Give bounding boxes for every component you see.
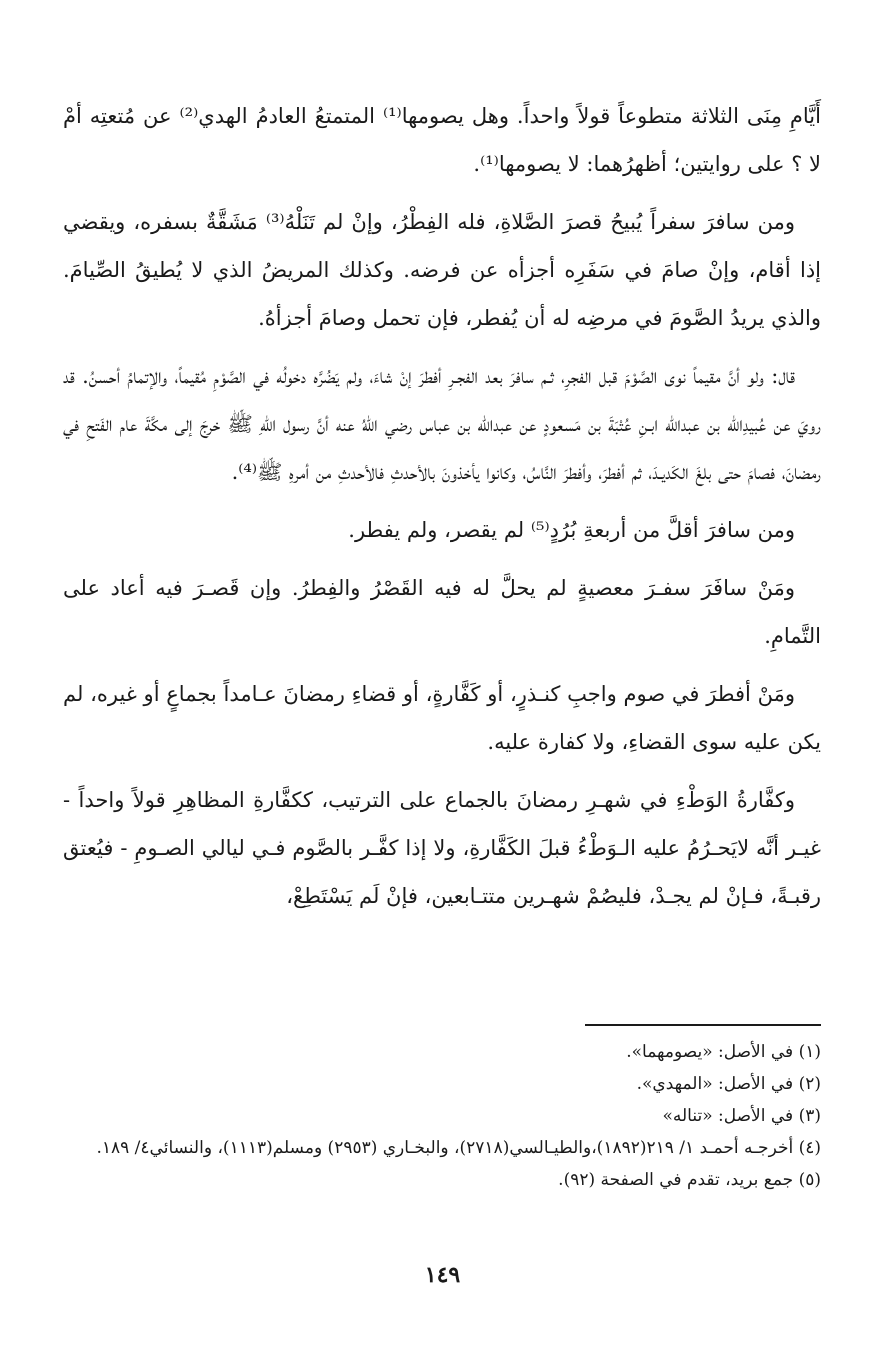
footnote-5: (٥) جمع بريد، تقدم في الصفحة (٩٢). [558, 1170, 821, 1190]
page-number: ١٤٩ [424, 1262, 461, 1288]
paragraph-7: وكفَّارةُ الوَطْءِ في شهـرِ رمضانَ بالجماع على الترتيب، ككفَّارةِ المظاهِرِ قولاً واحداً - غيـر أنَّه لايَحـرُمُ عليه الـوَطْءُ قبلَ الكَفَّارةِ، ولا إذا كفَّـر بالصَّوم فـي ليالي الصـومِ - فيُعتق رقبـةً، فـإنْ لم يجـدْ، فليصُمْ شهـرين متتـابعين، فإنْ لَم يَسْتَطِعْ، [63, 788, 821, 908]
footnote-divider [585, 1024, 821, 1026]
footnote-3: (٣) في الأصل: «تناله» [662, 1106, 821, 1126]
paragraph-3: قال: ولو أنَّ مقيماً نوى الصَّوْمَ قبل الفجرِ، ثـم سافرَ بعد الفجـرِ أفطرَ إنْ شاءَ، ولم يَضُرَّه دخولُه في الصَّوْمِ مُقيماً، والإتمامُ أحسنُ. قد رويَ عن عُبيدِالله بن عبدالله ابـنِ عُتْبَةَ بن مَسعودٍ عن عبدالله بن عباس رضي اللهُ عنه أنَّ رسول اللهِ ﷺ خرجَ إلى مكَّةَ عام الفَتحِ في رمضانَ، فصامَ حتى بلغَ الكَديـدَ، ثم أفطرَ، وأفطرَ النَّاسُ، وكانوا يأخذونَ بالأحدثِ فالأحدثِ من أمرهِ ﷺ⁽⁴⁾. [63, 364, 821, 484]
paragraph-1: أَيَّامِ مِنَى الثلاثة متطوعاً قولاً واحداً. وهل يصومها⁽¹⁾ المتمتعُ العادمُ الهدي⁽²⁾ عن مُتعتِه أمْ لا ؟ على روايتين؛ أظهرُهما: لا يصومها⁽¹⁾. [63, 104, 821, 176]
footnote-2: (٢) في الأصل: «المهدي». [636, 1074, 821, 1094]
footnote-4: (٤) أخرجـه أحمـد ١/ ٢١٩(١٨٩٢)،والطيـالسي(٢٧١٨)، والبخـاري (٢٩٥٣) ومسلم(١١١٣)، والنسائي٤/ ١٨٩. [96, 1138, 821, 1158]
footnotes [63, 1024, 821, 1196]
paragraph-5: ومَنْ سافَرَ سفـرَ معصيةٍ لم يحلَّ له فيه القَصْرُ والفِطرُ. وإن قَصـرَ فيه أعاد على التَّمامِ. [63, 576, 821, 648]
footnote-1: (١) في الأصل: «يصومهما». [626, 1042, 821, 1062]
main-text [63, 92, 821, 930]
paragraph-6: ومَنْ أفطرَ في صوم واجبِ كنـذرٍ، أو كَفَّارةٍ، أو قضاءِ رمضانَ عـامداً بجماعٍ أو غيره، لم يكن عليه سوى القضاءِ، ولا كفارة عليه. [63, 682, 821, 754]
paragraph-2: ومن سافرَ سفراً يُبيحُ قصرَ الصَّلاةِ، فله الفِطْرُ، وإنْ لم تَنَلْهُ⁽³⁾ مَشَقَّةٌ بسفره، ويقضي إذا أقام، وإنْ صامَ في سَفَرِه أجزأه عن فرضه. وكذلك المريضُ الذي لا يُطيقُ الصِّيامَ. والذي يريدُ الصَّومَ في مرضِه له أن يُفطر، فإن تحمل وصامَ أجزأهُ. [63, 210, 821, 330]
paragraph-4: ومن سافرَ أقلَّ من أربعةِ بُرُدٍ⁽⁵⁾ لم يقصر، ولم يفطر. [348, 518, 795, 542]
